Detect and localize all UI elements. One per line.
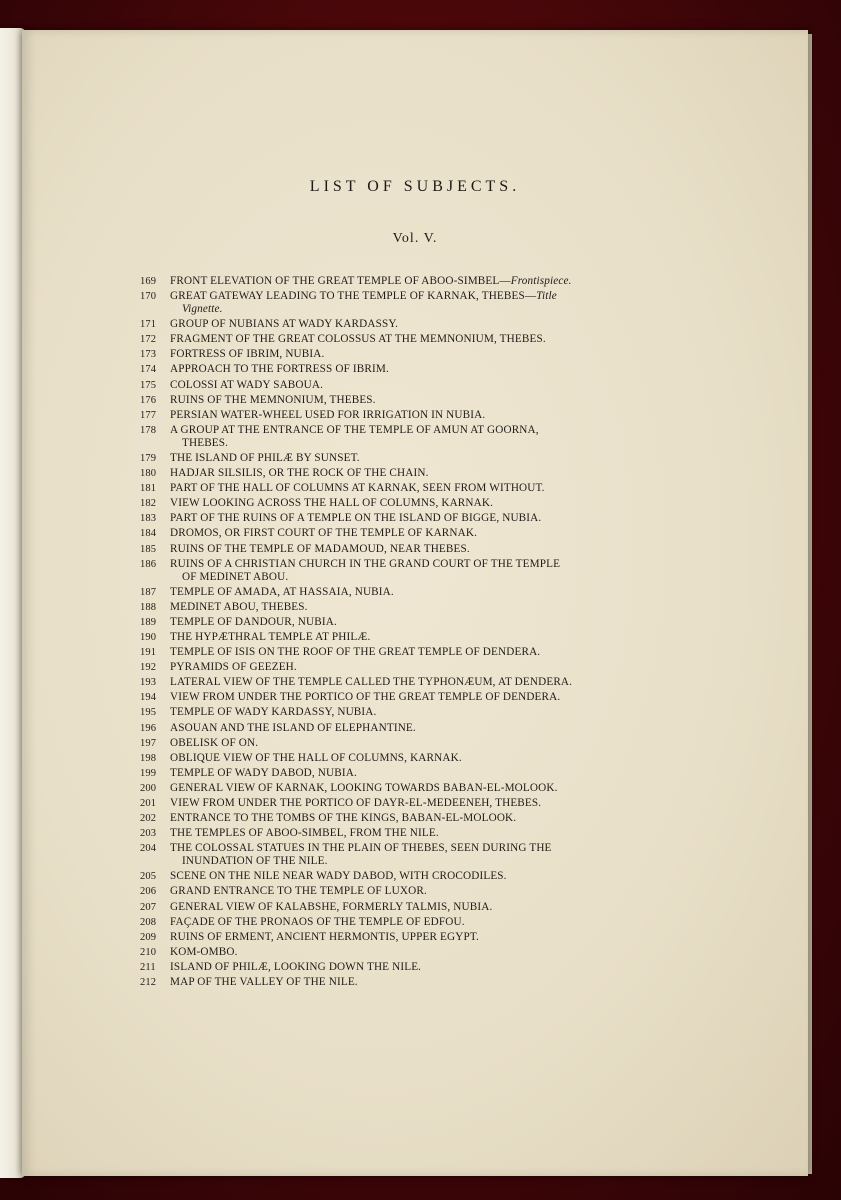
entry-text [170,901,640,914]
entry-text [170,409,640,422]
entry-title: COLOSSI AT WADY SABOUA. [170,378,324,391]
entry-number: 206 [140,886,157,898]
subject-list [140,275,640,991]
list-item [140,631,640,644]
entry-text [170,885,640,898]
list-item [140,586,640,599]
entry-title: GROUP OF NUBIANS AT WADY KARDASSY. [170,318,399,331]
entry-title: PART OF THE RUINS OF A TEMPLE ON THE ISLAND OF BIGGE, NUBIA. [170,512,542,525]
list-item [140,482,640,495]
entry-text [170,275,640,288]
entry-title: ENTRANCE TO THE TOMBS OF THE KINGS, BABAN-EL-MOLOOK. [170,812,517,825]
list-item [140,976,640,989]
entry-text [170,394,640,407]
entry-number: 169 [140,276,157,287]
list-item [140,885,640,898]
entry-title: HADJAR SILSILIS, OR THE ROCK OF THE CHAIN. [170,467,429,480]
list-item [140,512,640,525]
list-item [140,452,640,465]
list-item [140,497,640,510]
entry-text [170,512,640,525]
entry-number: 190 [140,631,157,643]
entry-title: DROMOS, OR FIRST COURT OF THE TEMPLE OF KARNAK. [170,527,478,540]
entry-number: 197 [140,737,157,749]
entry-number: 181 [140,483,157,495]
entry-text [170,348,640,361]
entry-title: MAP OF THE VALLEY OF THE NILE. [170,976,358,989]
entry-text [170,931,640,944]
entry-number: 201 [140,798,157,809]
list-item [140,558,640,584]
list-item [140,916,640,929]
list-item [140,691,640,704]
list-item [140,424,640,450]
list-item [140,543,640,556]
entry-number: 176 [140,394,157,406]
entry-number: 177 [140,409,157,421]
entry-text [170,842,640,868]
entry-continuation: INUNDATION OF THE NILE. [182,855,328,868]
entry-number: 203 [140,828,157,840]
entry-number: 198 [140,752,157,764]
entry-number: 183 [140,513,157,525]
entry-title: GRAND ENTRANCE TO THE TEMPLE OF LUXOR. [170,885,427,898]
entry-text [170,691,640,704]
entry-text [170,318,640,331]
entry-title: FRAGMENT OF THE GREAT COLOSSUS AT THE MEMNONIUM, THEBES. [170,333,546,346]
entry-number: 204 [140,843,157,855]
entry-title: VIEW FROM UNDER THE PORTICO OF THE GREAT TEMPLE OF DENDERA. [170,691,561,704]
list-item [140,646,640,659]
entry-title: TEMPLE OF ISIS ON THE ROOF OF THE GREAT TEMPLE OF DENDERA. [170,646,541,659]
list-item [140,812,640,825]
list-item [140,467,640,480]
entry-title: PYRAMIDS OF GEEZEH. [170,661,297,674]
entry-title: TEMPLE OF AMADA, AT HASSAIA, NUBIA. [170,585,394,598]
entry-title: THE ISLAND OF PHILÆ BY SUNSET. [170,451,360,464]
entry-number: 195 [140,707,157,719]
list-item [140,676,640,689]
entry-number: 202 [140,813,157,825]
entry-text [170,646,640,659]
entry-text [170,467,640,480]
entry-title: TEMPLE OF WADY DABOD, NUBIA. [170,766,357,779]
entry-title: A GROUP AT THE ENTRANCE OF THE TEMPLE OF AMUN AT GOORNA, [170,423,539,436]
entry-text [170,722,640,735]
entry-title: FORTRESS OF IBRIM, NUBIA. [170,348,325,361]
entry-title: LATERAL VIEW OF THE TEMPLE CALLED THE TYPHONÆUM, AT DENDERA. [170,676,573,689]
entry-title: THE TEMPLES OF ABOO-SIMBEL, FROM THE NILE. [170,827,439,840]
entry-number: 187 [140,586,157,598]
entry-text [170,527,640,540]
entry-number: 170 [140,291,157,303]
entry-continuation: THEBES. [182,436,229,449]
entry-number: 173 [140,349,157,361]
entry-continuation: OF MEDINET ABOU. [182,570,289,583]
entry-title: RUINS OF THE TEMPLE OF MADAMOUD, NEAR THEBES. [170,542,470,555]
entry-title: THE COLOSSAL STATUES IN THE PLAIN OF THEBES, SEEN DURING THE [170,842,552,855]
volume-label: Vol. V. [392,231,438,246]
entry-text [170,601,640,614]
entry-title: MEDINET ABOU, THEBES. [170,600,308,613]
book-page [22,30,808,1176]
entry-number: 175 [140,379,157,391]
list-item [140,348,640,361]
entry-text [170,946,640,959]
list-item [140,363,640,376]
entry-title: RUINS OF A CHRISTIAN CHURCH IN THE GRAND COURT OF THE TEMPLE [170,557,561,570]
entry-text [170,482,640,495]
entry-number: 188 [140,601,157,613]
entry-title: ASOUAN AND THE ISLAND OF ELEPHANTINE. [170,721,416,734]
entry-title: TEMPLE OF WADY KARDASSY, NUBIA. [170,706,377,719]
entry-number: 179 [140,452,157,464]
entry-text [170,827,640,840]
list-item [140,601,640,614]
list-item [140,827,640,840]
entry-text [170,961,640,974]
entry-number: 205 [140,871,157,883]
entry-title: FRONT ELEVATION OF THE GREAT TEMPLE OF ABOO-SIMBEL— [170,275,511,287]
entry-number: 182 [140,498,157,510]
entry-number: 200 [140,782,157,794]
list-item [140,931,640,944]
entry-number: 194 [140,692,157,704]
list-item [140,737,640,750]
list-item [140,842,640,868]
entry-number: 209 [140,931,157,943]
list-item [140,409,640,422]
entry-number: 191 [140,647,157,659]
list-item [140,661,640,674]
entry-text [170,543,640,556]
entry-text [170,379,640,392]
entry-text [170,676,640,689]
entry-number: 180 [140,468,157,480]
entry-number: 212 [140,977,157,989]
list-item [140,946,640,959]
entry-text [170,452,640,465]
entry-number: 174 [140,364,157,376]
entry-title: GREAT GATEWAY LEADING TO THE TEMPLE OF KARNAK, THEBES— [170,290,537,303]
entry-title: PART OF THE HALL OF COLUMNS AT KARNAK, SEEN FROM WITHOUT. [170,482,545,495]
entry-title: VIEW FROM UNDER THE PORTICO OF DAYR-EL-MEDEENEH, THEBES. [170,797,542,809]
list-item [140,318,640,331]
entry-title: VIEW LOOKING ACROSS THE HALL OF COLUMNS, KARNAK. [170,497,494,510]
list-item [140,527,640,540]
entry-text [170,870,640,883]
entry-number: 172 [140,334,157,346]
entry-text [170,558,640,584]
entry-text [170,737,640,750]
entry-text [170,976,640,989]
list-item [140,767,640,780]
entry-number: 199 [140,767,157,779]
entry-title: THE HYPÆTHRAL TEMPLE AT PHILÆ. [170,630,371,643]
entry-title: GENERAL VIEW OF KALABSHE, FORMERLY TALMIS, NUBIA. [170,900,493,913]
entry-title: RUINS OF THE MEMNONIUM, THEBES. [170,393,376,406]
entry-text [170,586,640,599]
entry-text [170,812,640,825]
entry-number: 211 [140,961,156,973]
entry-number: 186 [140,558,157,570]
entry-text [170,290,640,316]
entry-text [170,616,640,629]
entry-title: OBLIQUE VIEW OF THE HALL OF COLUMNS, KARNAK. [170,751,462,764]
entry-text [170,363,640,376]
list-item [140,870,640,883]
entry-text [170,424,640,450]
list-item [140,706,640,719]
entry-text [170,333,640,346]
entry-italic-note: Title [536,290,557,303]
entry-title: GENERAL VIEW OF KARNAK, LOOKING TOWARDS BABAN-EL-MOLOOK. [170,781,558,794]
entry-title: PERSIAN WATER-WHEEL USED FOR IRRIGATION IN NUBIA. [170,408,486,421]
entry-number: 184 [140,528,157,540]
entry-italic-note: Frontispiece. [510,275,572,287]
list-item [140,961,640,974]
entry-text [170,631,640,644]
list-item [140,394,640,407]
list-item [140,290,640,316]
list-item [140,797,640,810]
list-item [140,275,640,288]
entry-number: 193 [140,677,157,689]
entry-title: KOM-OMBO. [170,945,238,958]
entry-title: FAÇADE OF THE PRONAOS OF THE TEMPLE OF EDFOU. [170,915,465,928]
entry-number: 189 [140,616,157,628]
entry-text [170,752,640,765]
entry-text [170,797,640,810]
list-item [140,722,640,735]
page-title: LIST OF SUBJECTS. [309,178,521,195]
entry-number: 208 [140,916,157,928]
entry-number: 171 [140,319,157,331]
list-item [140,782,640,795]
entry-title: TEMPLE OF DANDOUR, NUBIA. [170,615,337,628]
entry-title: SCENE ON THE NILE NEAR WADY DABOD, WITH CROCODILES. [170,870,507,883]
list-item [140,901,640,914]
entry-title: ISLAND OF PHILÆ, LOOKING DOWN THE NILE. [170,960,422,973]
list-item [140,752,640,765]
entry-text [170,767,640,780]
entry-number: 210 [140,946,157,958]
list-item [140,333,640,346]
entry-title: APPROACH TO THE FORTRESS OF IBRIM. [170,363,389,376]
entry-title: OBELISK OF ON. [170,736,259,749]
list-item [140,379,640,392]
entry-number: 178 [140,424,157,436]
entry-text [170,782,640,795]
entry-text [170,661,640,674]
entry-text [170,706,640,719]
list-item [140,616,640,629]
entry-number: 192 [140,662,157,674]
entry-continuation: Vignette. [182,303,223,316]
entry-text [170,916,640,929]
entry-number: 207 [140,901,157,913]
entry-number: 185 [140,543,157,555]
entry-title: RUINS OF ERMENT, ANCIENT HERMONTIS, UPPER EGYPT. [170,930,479,943]
entry-number: 196 [140,722,157,734]
entry-text [170,497,640,510]
